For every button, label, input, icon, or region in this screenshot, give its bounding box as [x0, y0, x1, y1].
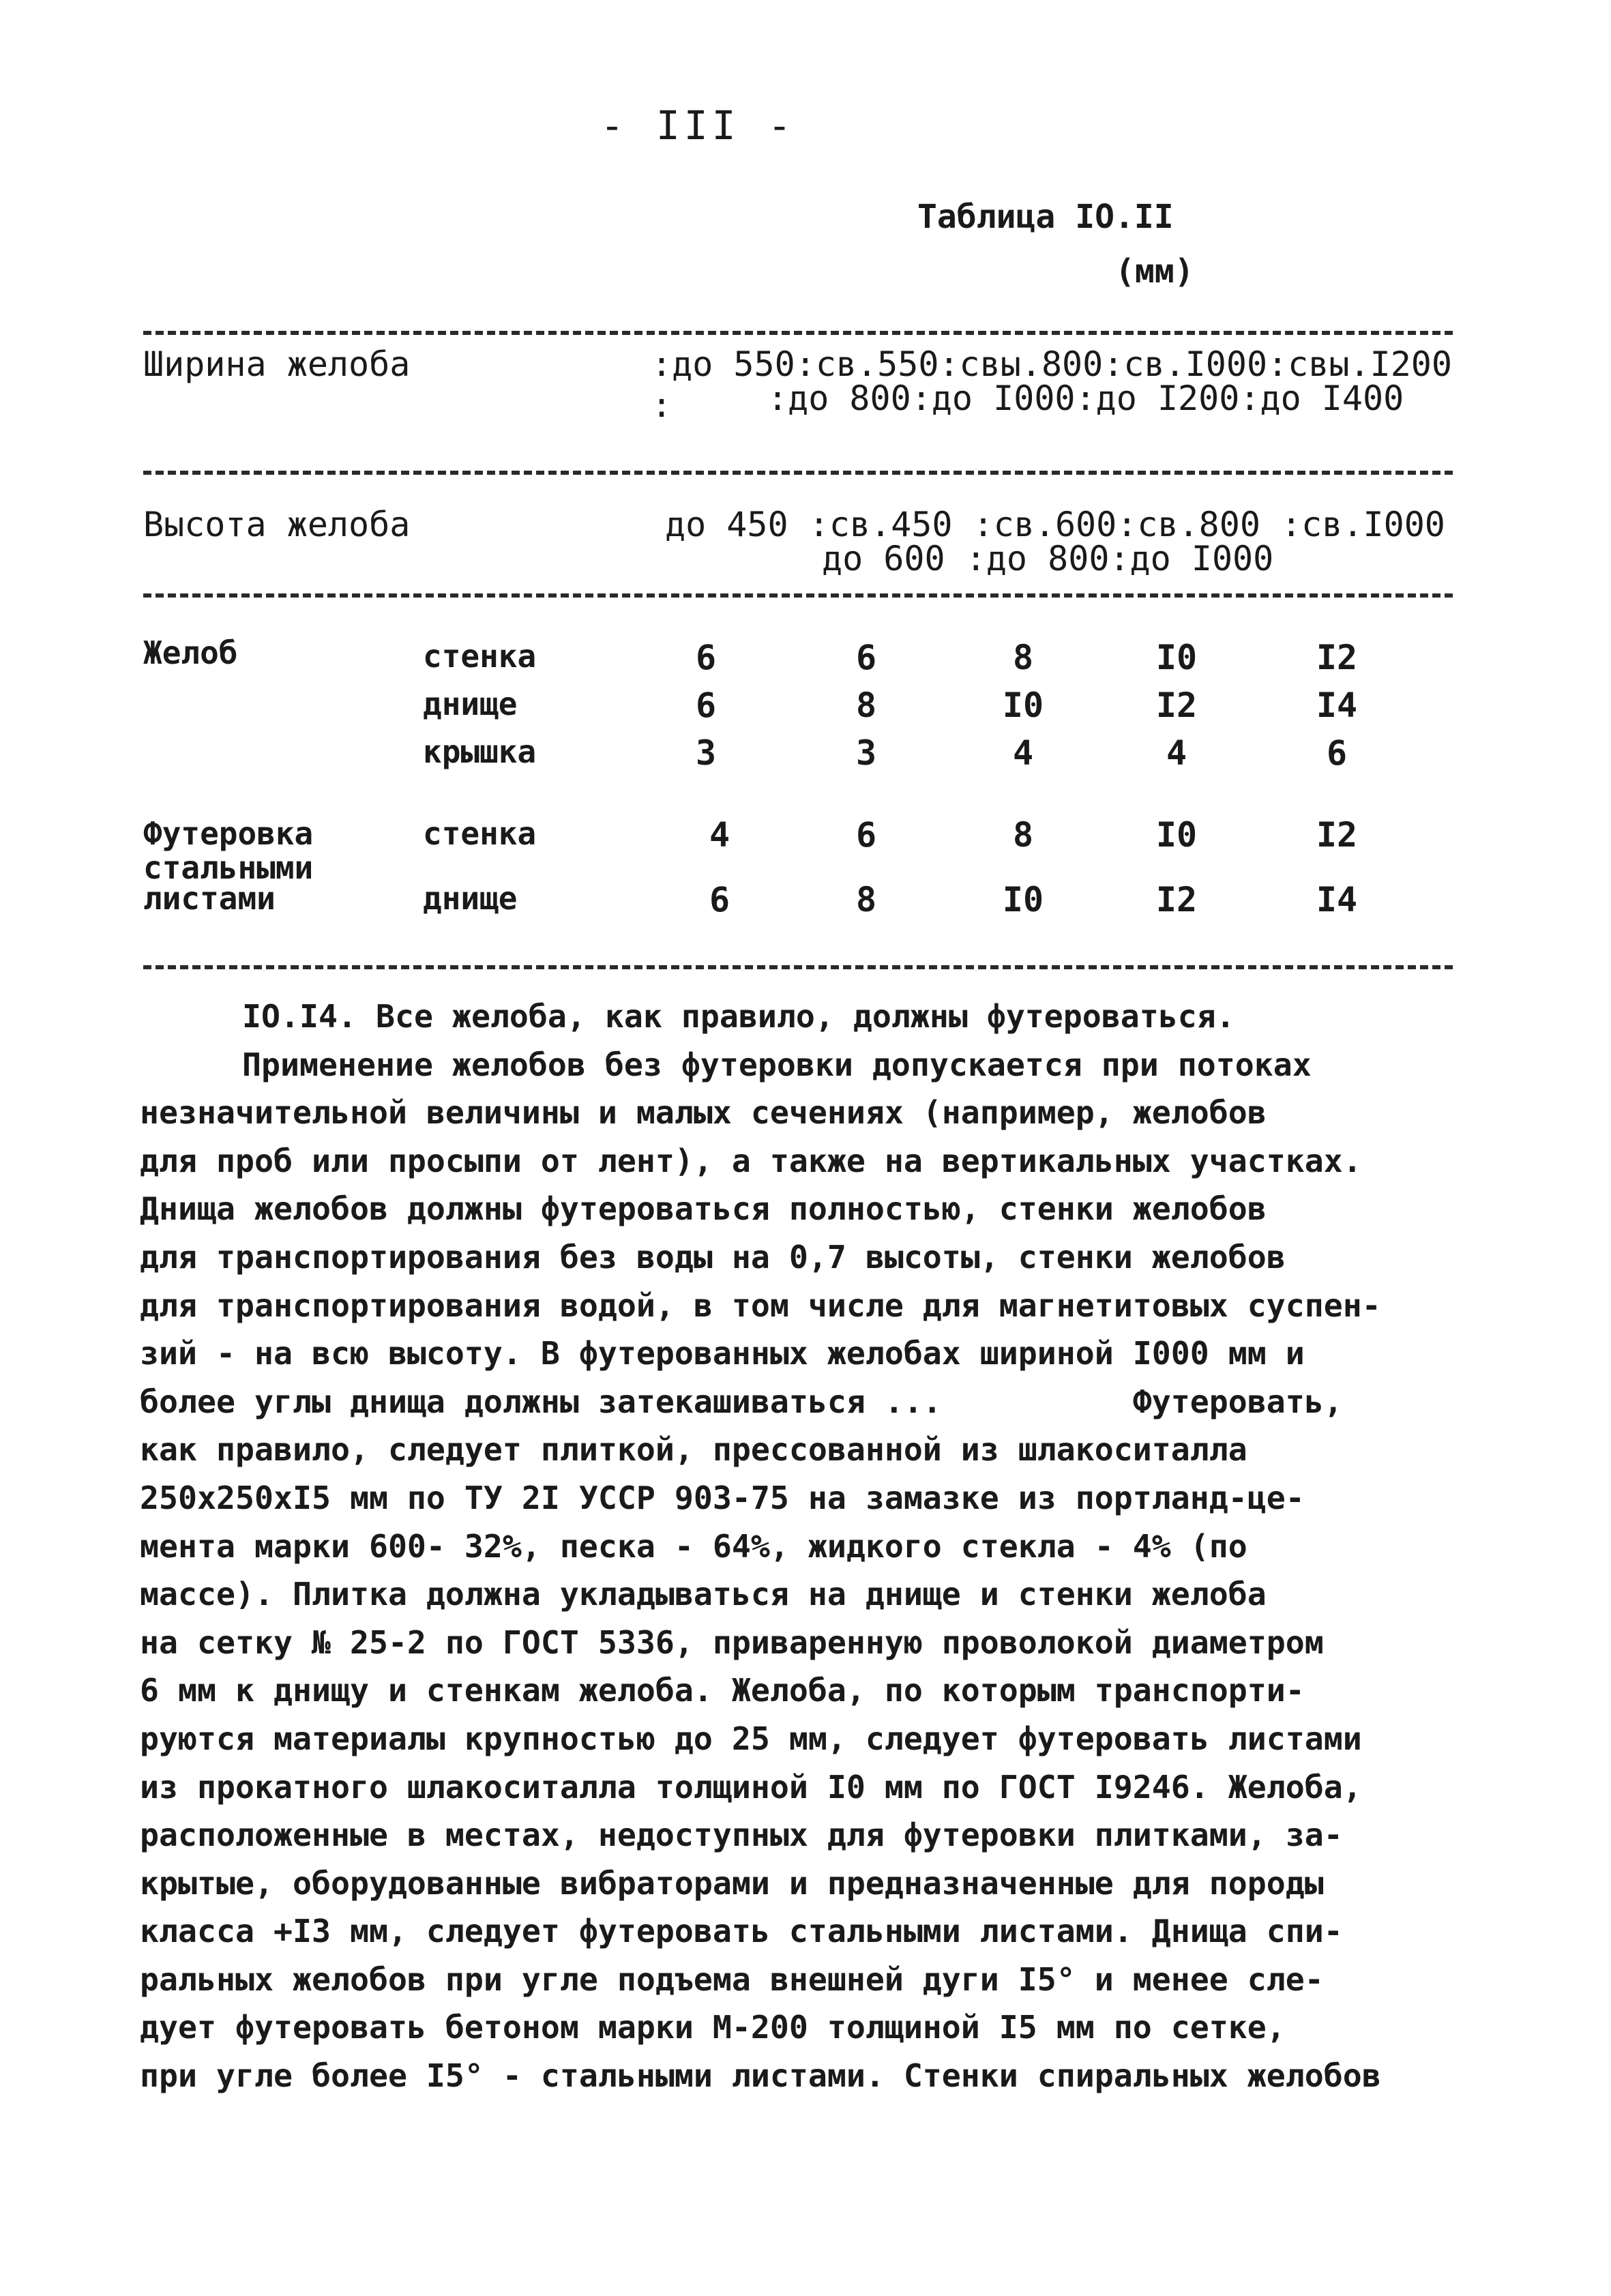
text-line: руются материалы крупностью до 25 мм, следует футеровать листами	[140, 1720, 1362, 1757]
table-cell: I0	[1155, 815, 1198, 855]
text-line: как правило, следует плиткой, прессованной из шлакоситалла	[140, 1431, 1247, 1469]
text-line: дует футеровать бетоном марки М-200 толщиной I5 мм по сетке,	[140, 2009, 1286, 2046]
text-line: 6 мм к днищу и стенкам желоба. Желоба, по которым транспорти-	[140, 1672, 1305, 1709]
table-cell: 4	[709, 815, 730, 855]
width-label: Ширина желоба	[143, 344, 411, 384]
table-cell: 6	[695, 686, 717, 725]
table-cell: 6	[855, 638, 877, 677]
width-ranges-from: :до 550:св.550:свы.800:св.I000:свы.I200	[651, 344, 1452, 384]
text-line: для транспортирования водой, в том числе для магнетитовых суспен-	[140, 1286, 1381, 1324]
table-cell: 4	[1166, 733, 1187, 773]
text-line: из прокатного шлакоситалла толщиной I0 мм по ГОСТ I9246. Желоба,	[140, 1768, 1362, 1806]
table-cell: I4	[1316, 880, 1358, 919]
table-cell: 8	[1012, 815, 1034, 855]
table-cell: I0	[1155, 638, 1198, 677]
table-cell: I2	[1316, 638, 1358, 677]
text-line: массе). Плитка должна укладываться на днище и стенки желоба	[140, 1576, 1267, 1613]
text-line: для проб или просыпи от лент), а также на вертикальных участках.	[140, 1142, 1362, 1179]
table-caption: Таблица IO.II	[917, 198, 1174, 236]
body-text	[140, 992, 1470, 2100]
divider	[143, 965, 1453, 969]
text-line: зий - на всю высоту. В футерованных желобах шириной I000 мм и	[140, 1335, 1305, 1372]
text-line: незначительной величины и малых сечениях (например, желобов	[140, 1094, 1267, 1132]
table-cell: 6	[709, 880, 730, 919]
row-element: стенка	[423, 638, 537, 675]
table-cell: I0	[1002, 686, 1044, 725]
table-cell: I2	[1155, 686, 1198, 725]
table-cell: 8	[1012, 638, 1034, 677]
table-cell: 8	[855, 686, 877, 725]
table-cell: I2	[1316, 815, 1358, 855]
text-line: ральных желобов при угле подъема внешней дуги I5° и менее сле-	[140, 1960, 1324, 1998]
row-element: днище	[423, 880, 518, 917]
row-element: днище	[423, 686, 518, 722]
text-line: Применение желобов без футеровки допускается при потоках	[242, 1046, 1312, 1083]
divider	[143, 471, 1453, 475]
text-line: 250x250xI5 мм по ТУ 2I УССР 903-75 на замазке из портланд-це-	[140, 1479, 1305, 1516]
table-cell: 3	[855, 733, 877, 773]
table-cell: I4	[1316, 686, 1358, 725]
text-line: на сетку № 25-2 по ГОСТ 5336, приваренную проволокой диаметром	[140, 1623, 1324, 1661]
text-line: крытые, оборудованные вибраторами и предназначенные для породы	[140, 1864, 1324, 1902]
row-group: Желоб	[143, 634, 238, 671]
text-line: класса +I3 мм, следует футеровать стальными листами. Днища спи-	[140, 1913, 1343, 1950]
table-cell: I0	[1002, 880, 1044, 919]
row-element: крышка	[423, 733, 537, 770]
page-number: - III -	[600, 102, 796, 149]
divider	[143, 331, 1453, 335]
table-unit: (мм)	[1115, 252, 1194, 291]
table-cell: I2	[1155, 880, 1198, 919]
height-ranges-to: до 600 :до 800:до I000	[822, 539, 1274, 578]
table-cell: 3	[695, 733, 717, 773]
divider	[143, 593, 1453, 598]
text-line: IO.I4. Все желоба, как правило, должны футероваться.	[242, 998, 1235, 1035]
row-group: стальными	[143, 849, 314, 886]
height-ranges-from: до 450 :св.450 :св.600:св.800 :св.I000	[665, 505, 1445, 544]
table-cell: 6	[1326, 733, 1348, 773]
table-cell: 6	[695, 638, 717, 677]
table-cell: 8	[855, 880, 877, 919]
table-cell: 4	[1012, 733, 1034, 773]
text-line: мента марки 600- 32%, песка - 64%, жидкого стекла - 4% (по	[140, 1527, 1247, 1565]
text-line: расположенные в местах, недоступных для футеровки плитками, за-	[140, 1816, 1343, 1854]
row-element: стенка	[423, 815, 537, 852]
width-colon: :	[651, 385, 673, 425]
text-line: для транспортирования без воды на 0,7 высоты, стенки желобов	[140, 1238, 1286, 1276]
table-cell: 6	[855, 815, 877, 855]
row-group: листами	[143, 880, 276, 917]
height-label: Высота желоба	[143, 505, 411, 544]
text-line: при угле более I5° - стальными листами. Стенки спиральных желобов	[140, 2057, 1381, 2095]
text-line: более углы днища должны затекашиваться ... Футеровать,	[140, 1383, 1343, 1420]
row-group: Футеровка	[143, 815, 314, 852]
width-ranges-to: :до 800:до I000:до I200:до I400	[767, 379, 1404, 418]
text-line: Днища желобов должны футероваться полностью, стенки желобов	[140, 1190, 1267, 1228]
